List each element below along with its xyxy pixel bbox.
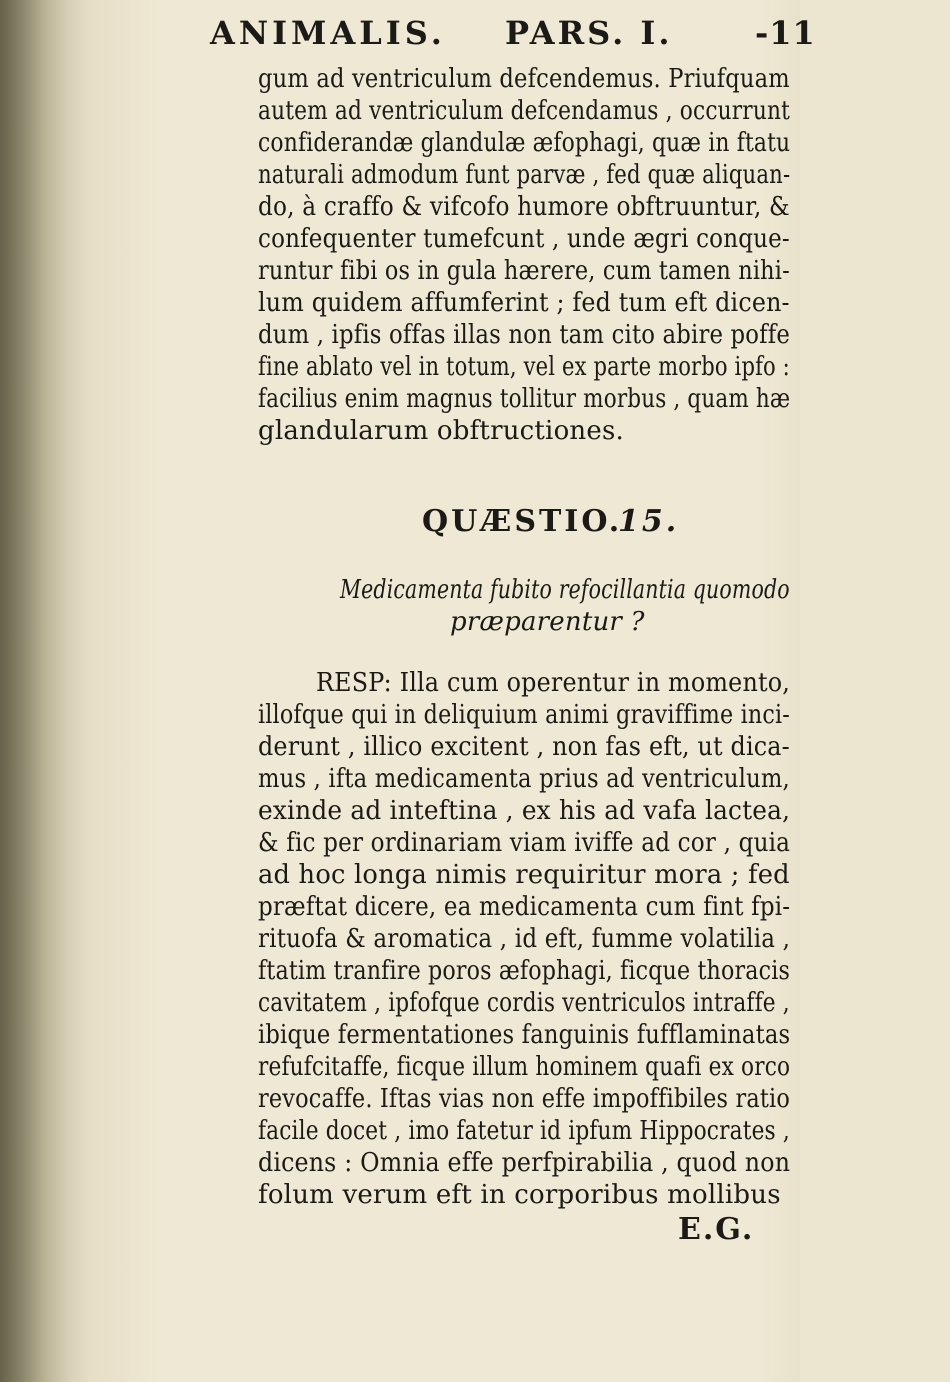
text-line: ad hoc longa nimis requiritur mora ; fed [258,860,790,890]
text-line: RESP: Illa cum operentur in momento, [316,668,791,698]
text-line: mus , ifta medicamenta prius ad ventriculum, [258,764,790,794]
gutter-shadow [0,0,70,1382]
text-line: runtur fibi os in gula hærere, cum tamen nihi- [258,256,790,286]
text-line: autem ad ventriculum defcendamus , occurrunt [258,96,790,126]
question-label: QUÆSTIO. [422,504,623,539]
running-header [210,10,816,54]
text-line: facilius enim magnus tollitur morbus , quam hæ [258,384,791,414]
text-line: derunt , illico excitent , non fas eft, ut dica- [258,732,790,762]
header-title: ANIMALIS. [210,14,446,52]
text-line: gum ad ventriculum defcendemus. Priufquam [258,64,790,94]
text-line: dicens : Omnia effe perfpirabilia , quod non [258,1148,791,1178]
text-line: ibique fermentationes fanguinis fufflaminatas [258,1020,791,1050]
text-line: lum quidem affumferint ; fed tum eft dicen- [258,288,790,318]
text-line: glandularum obftructiones. [258,416,624,446]
text-line: exinde ad inteftina , ex his ad vafa lactea, [258,796,791,826]
text-line: refufcitaffe, ficque illum hominem quafi ex orco [258,1052,791,1082]
text-line: confequenter tumefcunt , unde ægri conque- [258,224,790,254]
header-page-number: -11 [755,14,816,52]
text-line: illofque qui in deliquium animi graviffime inci- [258,700,790,730]
header-part: PARS. I. [505,14,673,52]
question-number: 15. [618,504,680,539]
text-line: do, à craffo & vifcofo humore obftruuntur, & [258,192,790,222]
text-line: facile docet , imo fatetur id ipfum Hippocrates , [258,1116,790,1146]
text-line: revocaffe. Iftas vias non effe impoffibiles ratio [258,1084,791,1114]
text-line: præftat dicere, ea medicamenta cum fint fpi- [258,892,791,922]
text-line: fine ablato vel in totum, vel ex parte morbo ipfo : [258,352,790,382]
question-line: præparentur ? [450,607,645,637]
text-line: dum , ipfis offas illas non tam cito abire poffe [258,320,790,350]
text-line: folum verum eft in corporibus mollibus [258,1180,781,1210]
text-line: naturali admodum funt parvæ , fed quæ aliquan- [258,160,791,190]
question-line: Medicamenta fubito refocillantia quomodo [340,575,790,605]
text-line: cavitatem , ipfofque cordis ventriculos intraffe , [258,988,790,1018]
text-line: & fic per ordinariam viam iviffe ad cor , quia [258,828,791,858]
catchword: E.G. [678,1212,755,1247]
text-line: rituofa & aromatica , id eft, fumme volatilia , [258,924,791,954]
question-heading [390,504,950,548]
text-line: ftatim tranfire poros æfophagi, ficque thoracis [258,956,791,986]
text-line: confiderandæ glandulæ æfophagi, quæ in ftatu [258,128,791,158]
